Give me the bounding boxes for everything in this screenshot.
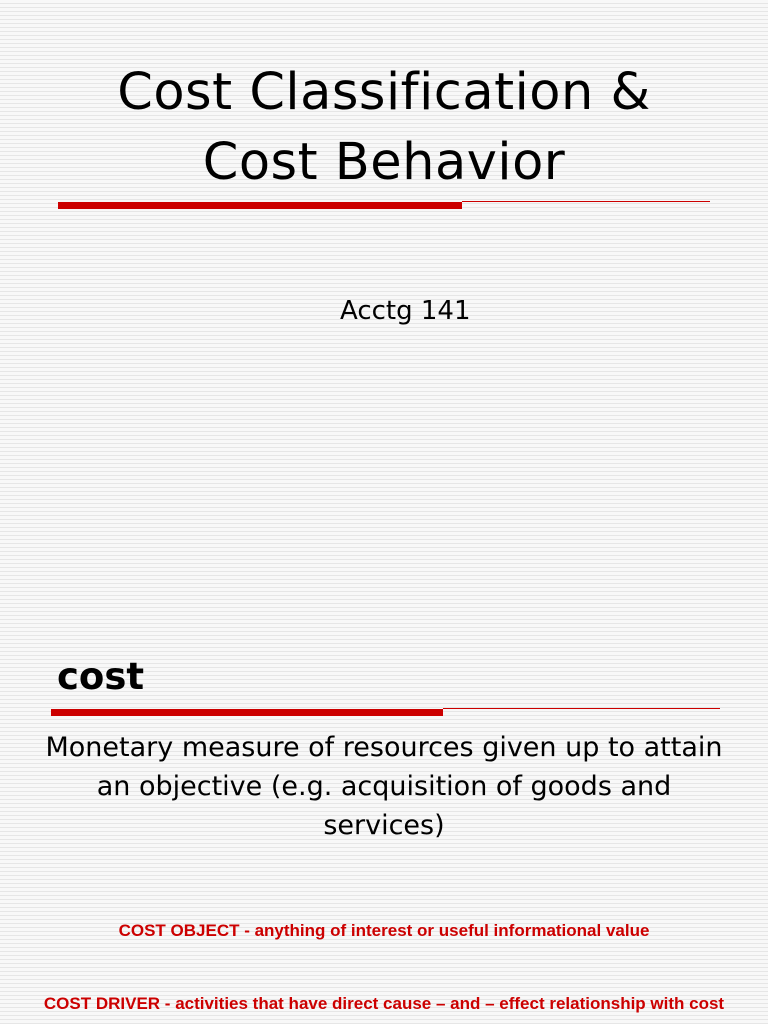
title-rule-thick (58, 202, 462, 209)
definition-cost-driver (40, 992, 728, 1016)
slide-cost (0, 630, 768, 1024)
cost-definition: Monetary measure of resources given up to attain an objective (e.g. acquisition of goods and services) (45, 732, 723, 841)
heading-rule-thick (51, 709, 443, 716)
title-line-1: Cost Classification & (117, 63, 651, 122)
slide-title-heading (0, 58, 768, 198)
title-rule-thin (462, 201, 710, 202)
title-line-2: Cost Behavior (202, 133, 566, 192)
slide-subtitle: Acctg 141 (340, 296, 471, 326)
definition-text: anything of interest or useful informational value (254, 921, 650, 940)
definition-term: COST DRIVER - (43, 994, 176, 1013)
definition-term: COST OBJECT - (118, 921, 255, 940)
heading-rule-thin (443, 708, 720, 709)
definition-text: activities that have direct cause – and – effect relationship with cost (175, 994, 725, 1013)
definition-cost-object (40, 919, 728, 943)
slide-heading: cost (57, 655, 145, 698)
